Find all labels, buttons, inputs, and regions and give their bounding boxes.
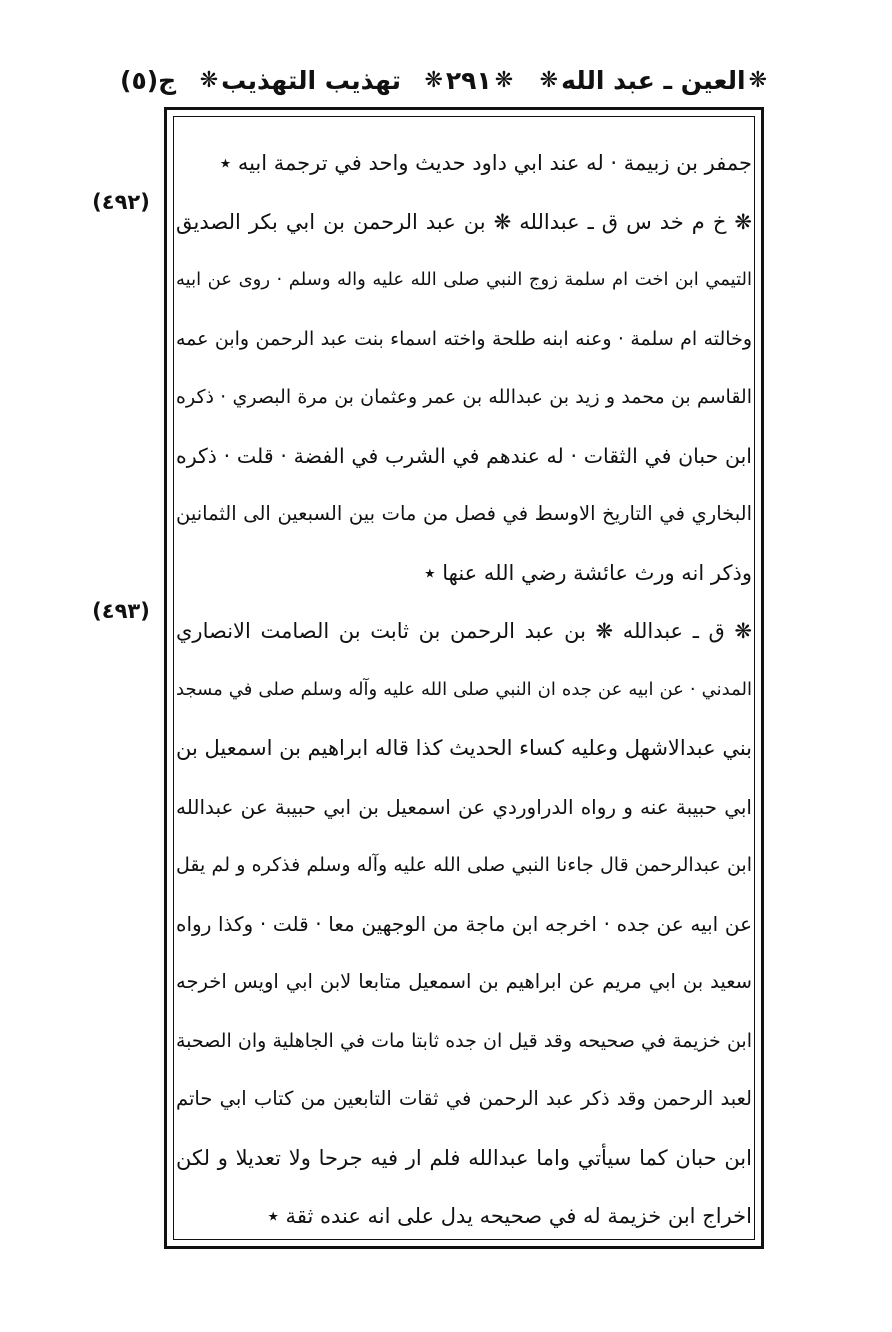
text-line: وخالته ام سلمة · وعنه ابنه طلحة واخته اسماء بنت عبد الرحمن وابن عمه (176, 327, 752, 350)
text-line: اخراج ابن خزيمة له في صحيحه يدل على انه عنده ثقة ٭ (267, 1204, 752, 1228)
volume-label: ج(٥) (120, 65, 177, 95)
entry-number: (٤٩٢) (92, 190, 150, 214)
header-volume-group (120, 66, 176, 95)
text-line: ابي حبيبة عنه و رواه الدراوردي عن اسمعيل بن ابي حبيبة عن عبدالله (176, 794, 752, 819)
header-page-group (421, 66, 516, 95)
text-line: القاسم بن محمد و زيد بن عبدالله بن عمر وعثمان بن مرة البصري · ذكره (176, 386, 752, 408)
text-line: ابن حبان كما سيأتي واما عبدالله فلم ار فيه جرحا ولا تعديلا و لكن (176, 1145, 752, 1170)
ornament-icon: ❋ (199, 67, 219, 93)
entry-heading-line: ❋ خ م خد س ق ـ عبدالله ❋ بن عبد الرحمن بن ابي بكر الصديق (176, 209, 752, 234)
text-line: بني عبدالاشهل وعليه كساء الحديث كذا قاله ابراهيم بن اسمعيل بن (176, 736, 752, 760)
header-title-group (197, 66, 401, 95)
text-line: لعبد الرحمن وقد ذكر عبد الرحمن في ثقات التابعين من كتاب ابي حاتم (176, 1087, 752, 1110)
text-line: وذكر انه ورث عائشة رضي الله عنها ٭ (424, 560, 752, 585)
text-line: ابن حبان في الثقات · له عندهم في الشرب في الفضة · قلت · ذكره (176, 443, 752, 468)
text-line: البخاري في التاريخ الاوسط في فصل من مات بين السبعين الى الثمانين (176, 502, 752, 525)
header-section: العين ـ عبد الله (561, 65, 746, 95)
entry-heading-line: ❋ ق ـ عبدالله ❋ بن عبد الرحمن بن ثابت بن الصامت الانصاري (176, 619, 752, 643)
text-line: سعيد بن ابي مريم عن ابراهيم بن اسمعيل متابعا لابن ابي اويس اخرجه (176, 970, 752, 993)
header-section-group (537, 66, 770, 95)
ornament-icon: ❋ (494, 67, 514, 93)
running-head (120, 56, 770, 104)
ornament-icon: ❋ (748, 67, 767, 93)
text-line: ابن عبدالرحمن قال جاءنا النبي صلى الله عليه وآله وسلم فذكره و لم يقل (176, 854, 752, 876)
book-title: تهذيب التهذيب (221, 65, 401, 95)
page-number: ٢٩١ (445, 65, 492, 95)
ornament-icon: ❋ (539, 67, 559, 93)
text-line: جمفر بن زبيمة · له عند ابي داود حديث واحد في ترجمة ابيه ٭ (219, 151, 752, 175)
ornament-icon: ❋ (424, 67, 443, 93)
text-line: ابن خزيمة في صحيحه وقد قيل ان جده ثابتا مات في الجاهلية وان الصحبة (176, 1029, 752, 1052)
entry-number: (٤٩٣) (92, 599, 150, 623)
text-line: المدني · عن ابيه عن جده ان النبي صلى الله عليه وآله وسلم صلى في مسجد (176, 678, 752, 700)
text-line: عن ابيه عن جده · اخرجه ابن ماجة من الوجهين معا · قلت · وكذا رواه (176, 911, 752, 936)
text-line: التيمي ابن اخت ام سلمة زوج النبي صلى الله عليه واله وسلم · روى عن ابيه (176, 269, 752, 290)
text-body (176, 134, 752, 1246)
